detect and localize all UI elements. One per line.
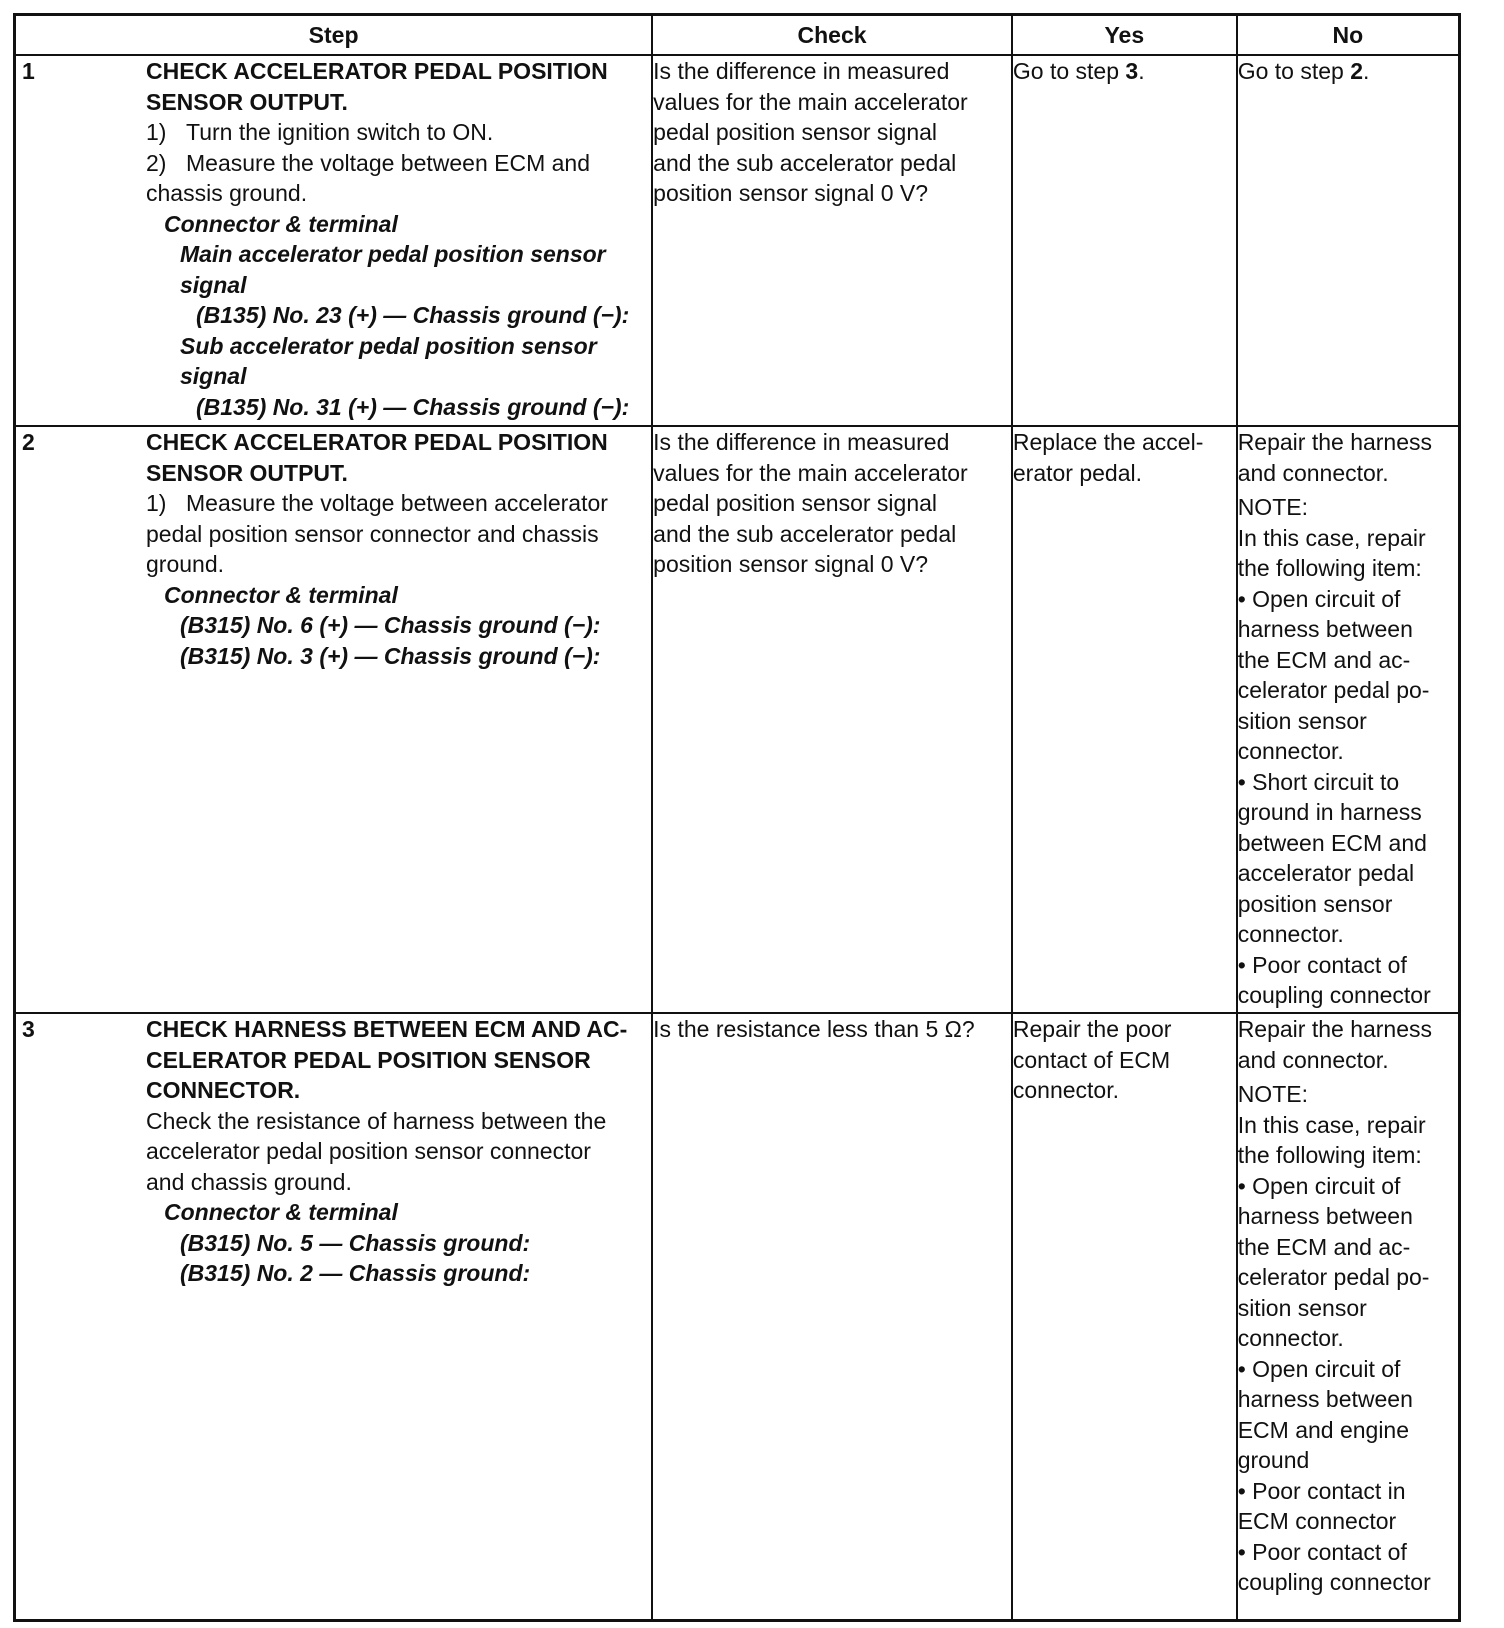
list-item: • Poor contact in ECM connector [1237,1477,1406,1534]
terminal-spec: (B315) No. 2 — Chassis ground: [180,1260,531,1286]
step-cell [15,55,653,426]
sensor-name: signal [180,271,247,298]
diagnostic-table [13,13,1461,1622]
list-item: • Poor contact of coupling connector [1237,1538,1431,1595]
table-row [15,55,1460,426]
step-cell [15,426,653,1013]
step-title: CHECK ACCELERATOR PEDAL POSITION SENSOR OUTPUT. [146,429,608,486]
step-title: CHECK ACCELERATOR PEDAL POSITION SENSOR OUTPUT. [146,58,608,115]
sensor-name: Main accelerator pedal position sensor [180,241,606,267]
header-step: Step [15,15,653,56]
no-cell: Go to step 2. [1237,55,1460,426]
step-title: CHECK HARNESS BETWEEN ECM AND AC- CELERATOR PEDAL POSITION SENSOR CONNECTOR. [146,1016,628,1103]
check-cell: Is the difference in measured values for the main accelerator pedal position sensor signal and the sub accelerator pedal position sensor signal 0 V? [652,55,1012,426]
connector-label: Connector & terminal [164,581,398,608]
note-label: NOTE: [1237,1081,1308,1107]
list-item: • Open circuit of harness between the ECM and ac- celerator pedal po- sition sensor connector. [1237,1172,1430,1351]
connector-label: Connector & terminal [164,210,398,237]
instruction: 1) Turn the ignition switch to ON. [146,119,494,145]
list-item: • Short circuit to ground in harness between ECM and accelerator pedal position sensor connector. [1237,768,1427,947]
yes-cell: Repair the poor contact of ECM connector. [1012,1013,1237,1621]
step-body: Check the resistance of harness between the [146,1107,607,1134]
instruction-continuation: pedal position sensor connector and chassis [146,520,599,547]
step-number: 1 [22,58,35,84]
terminal-spec: (B315) No. 6 (+) — Chassis ground (−): [180,612,601,638]
sensor-name: Sub accelerator pedal position sensor [180,332,597,359]
step-number: 3 [22,1016,35,1042]
table-row [15,426,1460,1013]
step-link: 2 [1350,58,1363,84]
header-no: No [1237,15,1460,56]
connector-label: Connector & terminal [164,1199,398,1225]
list-item: • Open circuit of harness between ECM and engine ground [1237,1355,1413,1473]
terminal-spec: (B315) No. 5 — Chassis ground: [180,1229,531,1256]
step-number: 2 [22,429,35,455]
header-check: Check [652,15,1012,56]
list-item: • Poor contact of coupling connector [1237,951,1431,1008]
no-cell: Repair the harness and connector. NOTE: In this case, repair the following item: • Open circuit of harness between the ECM and ac- celerator pedal po- sition sensor connector. • Short circuit to ground in harness between ECM and accelerator pedal position sensor connector. • Poor contact of coupling connector [1237,426,1460,1013]
terminal-spec: (B135) No. 23 (+) — Chassis ground (−): [196,302,630,328]
yes-cell: Go to step 3. [1012,55,1237,426]
step-link: 3 [1125,58,1139,84]
terminal-spec: (B135) No. 31 (+) — Chassis ground (−): [196,393,630,420]
step-body: accelerator pedal position sensor connector [146,1138,591,1164]
list-item: • Open circuit of harness between the ECM and ac- celerator pedal po- sition sensor connector. [1237,585,1430,764]
yes-cell: Replace the accel- erator pedal. [1012,426,1237,1013]
no-cell: Repair the harness and connector. NOTE: In this case, repair the following item: • Open circuit of harness between the ECM and ac- celerator pedal po- sition sensor connector. • Open circuit of harness between ECM and engine ground • Poor contact in ECM connector • Poor contact of coupling connector [1237,1013,1460,1621]
note-label: NOTE: [1237,494,1308,520]
terminal-spec: (B315) No. 3 (+) — Chassis ground (−): [180,642,601,669]
header-row [15,15,1460,56]
instruction: 1) Measure the voltage between accelerator [146,490,608,516]
instruction: 2) Measure the voltage between ECM and [146,149,591,176]
instruction-continuation: ground. [146,551,225,577]
table-row [15,1013,1460,1621]
check-cell: Is the difference in measured values for the main accelerator pedal position sensor signal and the sub accelerator pedal position sensor signal 0 V? [652,426,1012,1013]
step-cell [15,1013,653,1621]
header-yes: Yes [1012,15,1237,56]
instruction-continuation: chassis ground. [146,180,308,206]
step-body: and chassis ground. [146,1168,352,1195]
sensor-name: signal [180,363,247,389]
check-cell: Is the resistance less than 5 Ω? [652,1013,1012,1621]
